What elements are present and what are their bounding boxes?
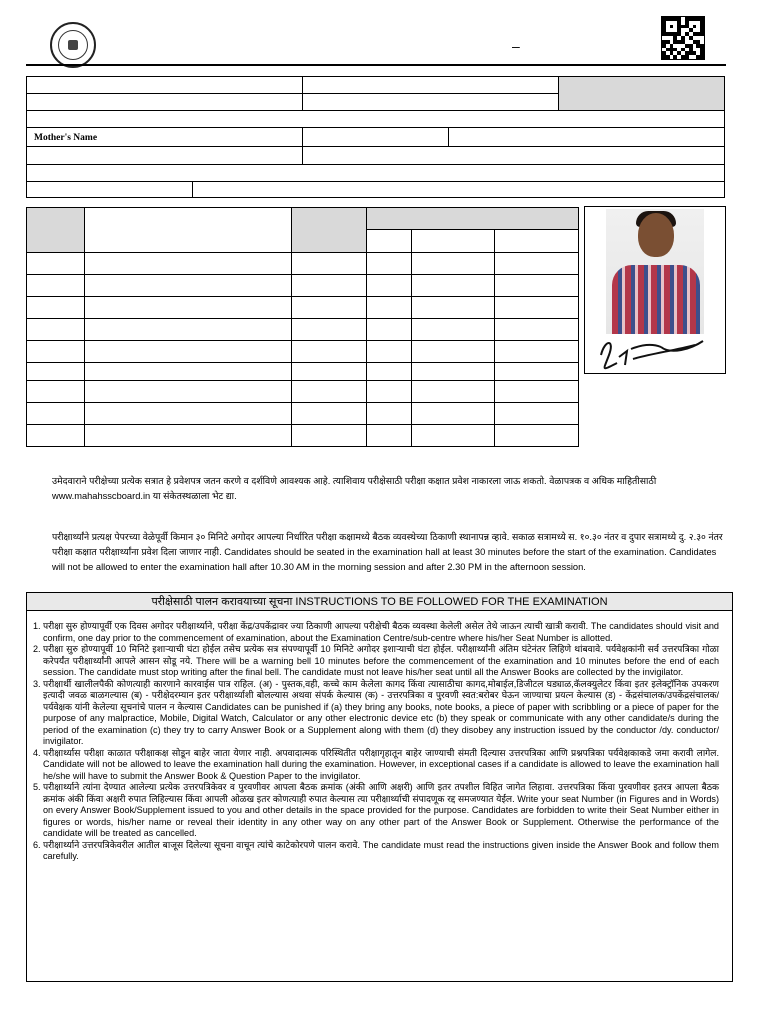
qr-module [700,55,704,59]
candidate-signature [591,335,711,373]
table-cell [494,424,579,447]
instructions-heading: परीक्षेसाठी पालन करावयाच्या सूचना INSTRUCTIONS TO BE FOLLOWED FOR THE EXAMINATION [27,593,732,611]
table-cell [84,318,292,341]
table-cell [291,362,367,381]
table-cell [366,252,412,275]
table-cell [494,340,579,363]
table-cell [494,296,579,319]
table-header-cell [411,229,495,253]
form-field [302,127,449,147]
instruction-item [33,748,719,783]
table-cell [26,362,85,381]
table-cell [291,340,367,363]
table-header-cell [291,207,367,253]
table-cell [366,380,412,403]
form-field [26,181,193,198]
table-header-cell [494,229,579,253]
table-cell [411,296,495,319]
instruction-number: 3. [33,678,41,689]
table-cell [26,380,85,403]
instruction-number: 2. [33,644,41,654]
table-cell [411,424,495,447]
table-cell [84,274,292,297]
form-field [26,110,725,128]
table-cell [366,424,412,447]
table-cell [411,362,495,381]
form-field [192,181,725,198]
instruction-item [33,679,719,748]
form-field [302,76,559,94]
instruction-text: परीक्षार्थी खालीलपैकी कोणत्याही कारणाने कारवाईस पात्र राहिल. (अ) - पुस्तक,वही, कच्चे काम केलेला कागद किंवा त्यासाठीचा कागद,मोबाईल,डिजीटल घड्याळ,कॅलक्युलेटर किंवा इतर इलेक्ट्रॉनिक उपकरण इत्यादी जवळ बाळगल्यास (ब) - परीक्षेदरम्यान इतर परीक्षार्थ्याशी बोलल्यास अथवा संपर्क केल्यास (क) - उत्तरपत्रिका व पुरवणी स्वत:बरोबर घेऊन जाण्याचा प्रयत्न केल्यास (ड) - केंद्रसंचालक/उपकेंद्रसंचालक/ पर्यवेक्षक यांनी केलेल्या सूचनांचे पालन न केल्यास Candidates can be punished if (a) they bring any books, note books, a piece of paper with scribbling or a piece of paper for the purpose of any malpractice, Mobile, Digital Watch, Calculator or any other electronic device etc (b) they speak or communicate with any other candidate/s during the period of the examination (c) they try to carry Answer Book or a Supplement along with them (d) they disobey any instruction issued by the conductor /dy. conductor/ invigilator. [43,678,719,746]
table-header-cell [366,229,412,253]
form-field [448,127,725,147]
table-cell [411,340,495,363]
mother-name-label: Mother's Name [34,133,98,143]
table-cell [366,340,412,363]
table-cell [366,362,412,381]
table-cell [291,252,367,275]
instructions-box [26,592,733,982]
table-cell [84,296,292,319]
table-header-cell [26,207,85,253]
table-cell [26,274,85,297]
table-cell [26,296,85,319]
form-field [26,76,303,94]
table-header-cell [366,207,579,230]
form-field [302,93,559,111]
instruction-number: 1. [33,621,41,631]
table-cell [366,274,412,297]
table-cell [366,318,412,341]
board-seal-logo [50,22,96,68]
instruction-item [33,840,719,863]
table-cell [84,362,292,381]
form-field [26,146,303,165]
table-header-cell [84,207,292,253]
instruction-text: परीक्षा सुरु होण्यापूर्वी 10 मिनिटे इशाऱ्याची घंटा होईल तसेच प्रत्येक सत्र संपण्यापूर्वी 10 मिनिटे अगोदर इशाऱ्याची घंटा होईल. परीक्षार्थ्यांनी अंतिम घंटेनंतर लिहिणे थांबवावे. पर्यवेक्षकांनी सर्व उत्तरपत्रिका गोळा करेपर्यंत परीक्षार्थ्यांनी आपले आसन सोडू नये. There will be a warning bell 10 minutes before the commencement of the examination and 10 minutes before the end of each session. The candidate must stop writing after the final bell. The candidate must not leave his/her seat until all the Answer Books are collected by the invigilator. [43,644,719,677]
photo-shirt [612,265,700,334]
photo-face [638,213,674,257]
table-cell [291,296,367,319]
table-cell [494,402,579,425]
form-field [26,164,725,182]
note-seating: परीक्षार्थ्यांने प्रत्यक्ष पेपरच्या वेळेपूर्वी किमान ३० मिनिटे अगोदर आपल्या निर्धारित परीक्षा कक्षामध्ये बैठक व्यवस्थेच्या ठिकाणी स्थानापन्न व्हावे. सकाळ सत्रामध्ये स. १०.३० नंतर व दुपार सत्रामध्ये दु. २.३० नंतर परीक्षा कक्षात परीक्षार्थ्यांना प्रवेश दिला जाणार नाही. Candidates should be seated in the examination hall at least 30 minutes before the start of the examination. Candidates will not be allowed to enter the examination hall after 10.30 AM in the morning session and after 2.30 PM in the afternoon session. [52,532,723,572]
table-cell [366,402,412,425]
table-cell [411,380,495,403]
instruction-text: परीक्षार्थ्यास परीक्षा काळात परीक्षाकक्ष सोडून बाहेर जाता येणार नाही. अपवादात्मक परिस्थितीत परीक्षागृहातून बाहेर जाण्याची संमती दिल्यास उत्तरपत्रिका आणि प्रश्नपत्रिका पर्यवेक्षकाकडे जमा करावी लागेल. Candidate will not be allowed to leave the examination hall during the examination. However, in exceptional cases if a candidate is allowed to leave the examination hall he/she will have to submit the Answer Book & Question Paper to the invigilator. [43,747,719,781]
table-cell [84,340,292,363]
table-cell [411,274,495,297]
instruction-item [33,782,719,840]
table-cell [494,252,579,275]
table-cell [291,318,367,341]
instruction-text: परीक्षार्थ्याने उत्तरपत्रिकेवरील आतील बाजूस दिलेल्या सूचना वाचून त्यांचे काटेकोरपणे पालन करावे. The candidate must read the instructions given inside the Answer Book and follow them carefully. [43,839,719,861]
table-cell [26,340,85,363]
instructions-list [33,621,719,863]
table-cell [411,402,495,425]
candidate-photo [606,209,704,334]
table-cell [291,402,367,425]
table-cell [291,380,367,403]
instruction-item [33,621,719,644]
table-cell [26,402,85,425]
table-cell [26,252,85,275]
title-dash: – [512,38,520,54]
instruction-text: परीक्षा सुरु होण्यापूर्वी एक दिवस अगोदर परीक्षार्थ्याने, परीक्षा केंद्र/उपकेंद्रावर ज्या ठिकाणी आपल्या परीक्षेची बैठक व्यवस्था केलेली असेल तेथे जाऊन त्याची खात्री करावी. The candidates should visit and confirm, one day prior to the commencement of examination, about the Examination Centre/sub-centre where his/her Seat Number is allotted. [43,621,719,643]
board-seal-icon [58,30,88,60]
table-cell [494,274,579,297]
table-cell [291,274,367,297]
table-cell [84,402,292,425]
table-cell [366,296,412,319]
instruction-item [33,644,719,679]
qr-code-icon [661,16,705,60]
table-cell [84,424,292,447]
table-cell [291,424,367,447]
instruction-number: 4. [33,747,41,758]
instruction-number: 5. [33,782,41,792]
table-cell [494,318,579,341]
table-cell [411,252,495,275]
table-cell [26,318,85,341]
form-field [558,76,725,111]
table-cell [84,252,292,275]
candidate-photo-frame [584,206,726,374]
instruction-number: 6. [33,839,41,850]
table-cell [84,380,292,403]
header-rule [26,64,726,66]
form-field [26,93,303,111]
table-cell [411,318,495,341]
table-cell [26,424,85,447]
table-cell [494,380,579,403]
instruction-text: परीक्षार्थ्याने त्यांना देण्यात आलेल्या प्रत्येक उत्तरपत्रिकेवर व पुरवणीवर आपला बैठक क्रमांक (अंकी आणि अक्षरी) आणि इतर तपशील विहित जागेत लिहावा. उत्तरपत्रिका किंवा पुरवणीवर इतरत्र आपला बैठक क्रमांक अंकी किंवा अक्षरी रुपात लिहिल्यास किंवा आपली ओळख इतर कोणत्याही रुपात केल्यास त्या परीक्षार्थ्याची संपादणूक रद्द समजण्यात येईल. Write your seat Number (in Figures and in Words) on every Answer Book/Supplement issued to you and other details in the space provided for the purpose. Candidates are forbidden to write their Seat Number either in figures or words, his/her name or reveal their identity in any other way on any other part of the Answer Book or Supplement. Otherwise the performance of the candidate will be treated as cancelled. [43,782,719,838]
form-field [302,146,725,165]
note-admit-card: उमेदवाराने परीक्षेच्या प्रत्येक सत्रात हे प्रवेशपत्र जतन करणे व दर्शविणे आवश्यक आहे. त्याशिवाय परीक्षेसाठी परीक्षा कक्षात प्रवेश नाकारला जाऊ शकतो. वेळापत्रक व अधिक माहितीसाठी www.mahahsscboard.in या संकेतस्थळाला भेट द्या. [52,476,657,501]
table-cell [494,362,579,381]
